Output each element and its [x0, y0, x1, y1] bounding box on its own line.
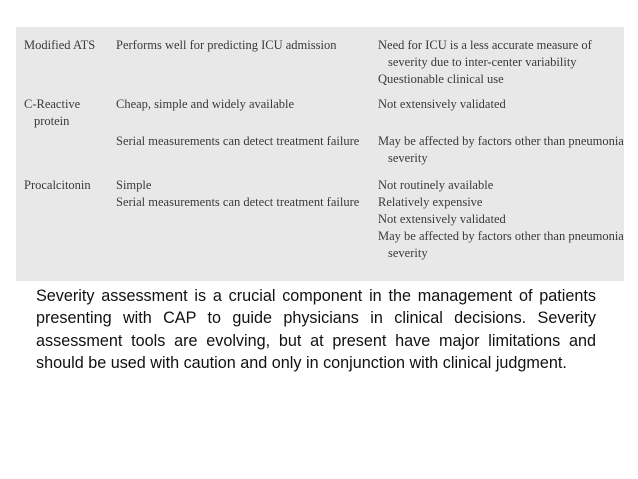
test-name-line: C-Reactive — [24, 97, 81, 111]
test-name-line: protein — [34, 114, 70, 128]
disadvantages-cell — [378, 133, 624, 167]
test-name — [24, 37, 95, 54]
advantage-line: Serial measurements can detect treatment failure — [116, 134, 360, 148]
advantages-cell — [116, 37, 336, 54]
disadvantage-line: May be affected by factors other than pneumonia — [378, 134, 624, 148]
test-name — [24, 177, 91, 194]
disadvantage-line: Need for ICU is a less accurate measure of — [378, 38, 592, 52]
disadvantages-cell — [378, 37, 592, 88]
advantage-line: Performs well for predicting ICU admission — [116, 38, 337, 52]
disadvantage-line: Not routinely available — [378, 178, 494, 192]
disadvantage-line: Not extensively validated — [378, 97, 506, 111]
advantages-cell — [116, 96, 294, 113]
disadvantage-line: Not extensively validated — [378, 212, 506, 226]
advantage-line: Simple — [116, 178, 152, 192]
disadvantage-line: severity due to inter-center variability — [388, 55, 577, 69]
advantage-line: Serial measurements can detect treatment failure — [116, 195, 360, 209]
advantages-cell — [116, 133, 359, 150]
advantages-cell — [116, 177, 359, 211]
disadvantage-line: severity — [388, 151, 428, 165]
disadvantages-cell — [378, 96, 506, 113]
disadvantage-line: May be affected by factors other than pneumonia — [378, 229, 624, 243]
disadvantages-cell — [378, 177, 624, 262]
advantage-line: Cheap, simple and widely available — [116, 97, 295, 111]
disadvantage-line: Relatively expensive — [378, 195, 483, 209]
disadvantage-line: Questionable clinical use — [378, 72, 504, 86]
summary-paragraph: Severity assessment is a crucial component in the management of patients presenting with CAP to guide physicians in clinical decisions. Severity assessment tools are evolving, but at present have major limitations and should be used with caution and only in conjunction with clinical judgment. — [36, 287, 596, 373]
test-name-line: Modified ATS — [24, 38, 96, 52]
test-name-line: Procalcitonin — [24, 178, 91, 192]
test-name — [24, 96, 80, 130]
disadvantage-line: severity — [388, 246, 428, 260]
severity-tools-table — [16, 27, 624, 281]
